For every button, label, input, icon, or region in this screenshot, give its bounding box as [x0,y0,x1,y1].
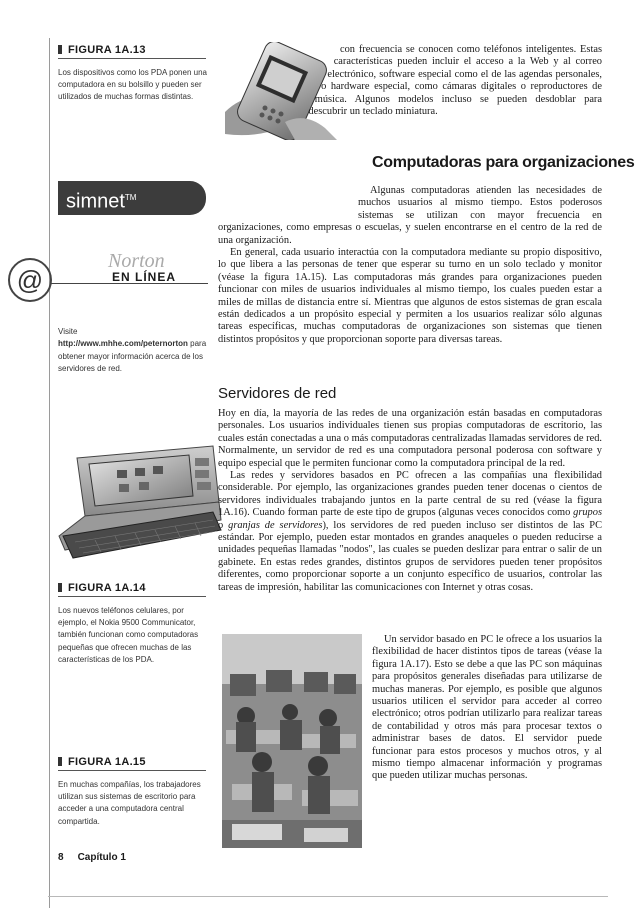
figure-13-caption: Los dispositivos como los PDA ponen una computadora en su bolsillo y pueden ser utilizados de muchas formas distintas. [58,68,207,102]
figure-14-caption: Los nuevos teléfonos celulares, por ejemplo, el Nokia 9500 Communicator, también funcionan como computadoras pequeñas que ofrecen muchas de las características de los PDA. [58,606,199,664]
norton-logo: Norton [108,250,165,272]
figure-13-label: FIGURA 1A.13 [58,44,206,59]
bullet-icon [58,45,62,54]
figure-14-block [58,582,208,666]
office-wrap-spacer [218,634,368,848]
bullet-icon [58,583,62,592]
servers-paragraph-3: Un servidor basado en PC le ofrece a los usuarios la flexibilidad de hacer distintos tipos de tareas (véase la figura 1A.17). Esto se debe a que las PC son máquinas para propósitos generales diseñadas para utilizarse de muchas maneras. Por ejemplo, es posible que algunos usuarios utilicen el servidor para acceder al correo electrónico; otros podrían utilizarlo para realizar tareas de contabilidad y otros más para procesar textos o administrar bases de datos. El servidor puede funcionar para estos procesos y muchos otros, y al mismo tiempo almacenar información y programas que pueden utilizar muchas personas. [372,634,602,782]
figure-15-block [58,756,208,828]
bottom-rule [48,896,608,897]
organizations-section [218,185,602,346]
at-sign-icon: @ [8,258,52,302]
figure-14-label: FIGURA 1A.14 [58,582,206,597]
online-text: Visite http://www.mhhe.com/peternorton para obtener mayor información acerca de los servidores de red. [58,327,207,374]
intro-section [218,44,602,140]
servers-section-2 [218,634,602,848]
intro-paragraph: con frecuencia se conocen como teléfonos inteligentes. Estas características pueden incluir el acceso a la Web y al correo electrónico, software especial como el de las agendas personales, o hardware especial, como cámaras digitales o reproductores de música. Algunos modelos incluso se pueden desdoblar para descubrir un teclado miniatura. [308,44,602,118]
page-footer [58,852,126,863]
org-paragraph-1: Algunas computadoras atienden las necesidades de muchos usuarios al mismo tiempo. Estos poderosos sistemas se utilizan con mayor frecuencia en organizaciones, como empresas o escuelas, y suelen encontrarse en el centro de la red de una organización. [218,185,602,246]
org-wrap-spacer [218,185,358,210]
simnet-banner: simnet™ [58,181,206,215]
bullet-icon [58,757,62,766]
figure-15-caption: En muchas compañías, los trabajadores utilizan sus sistemas de escritorio para acceder a una computadora central compartida. [58,780,201,826]
org-paragraph-2: En general, cada usuario interactúa con la computadora mediante su propio dispositivo, lo que libera a las personas de tener que esperar su turno en un solo teclado y monitor (véase la figura 1A.15). Las computadoras más grandes para organizaciones pueden funcionar con miles de usuarios individuales al mismo tiempo, los cuales pueden estar a miles de millas de distancia entre sí. Mientras que algunos de estos sistemas de gran escala están dedicados a un propósito especial y permiten a los usuarios realizar sólo algunas tareas específicas, muchas computadoras de organizaciones son sistemas que tienen distintos propósitos y que proporcionan soporte para diversas tareas. [218,247,602,345]
figure-13-block [58,44,208,104]
online-label: EN LÍNEA [112,270,177,284]
servers-paragraph-2: Las redes y servidores basados en PC ofrecen a las compañías una flexibilidad considerable. Por ejemplo, las organizaciones grandes pueden tener docenas o cientos de servidores individuales trabajando juntos en la parte central de su red (véase la figura 1A.16). Cuando forman parte de este tipo de grupos (algunas veces conocidos como grupos o granjas de servidores), los servidores de red pueden incluso ser distintos de las PC estándar. Por ejemplo, pueden estar montados en grandes anaqueles o pueden reducirse a unidades pequeñas llamadas "nodos", las cuales se pueden deslizar para entrar o salir de un gabinete. En estas redes grandes, distintos grupos de servidores pueden tener propósitos diferentes, como proporcionar soporte a un conjunto específico de usuarios, controlar las tareas de impresión, habilitar las comunicaciones con Internet y otras cosas. [218,470,603,593]
chapter-label: Capítulo 1 [77,852,126,863]
left-margin-rule [49,38,50,908]
online-box [8,250,208,315]
heading-organizations: Computadoras para organizaciones [372,154,635,171]
nokia-communicator-image [55,440,225,565]
heading-network-servers: Servidores de red [218,385,337,402]
online-url-link[interactable]: http://www.mhhe.com/peternorton [58,339,188,349]
servers-paragraph-1: Hoy en día, la mayoría de las redes de una organización están basadas en computadoras personales. Los usuarios individuales tienen sus propias computadoras de escritorio, las cuales están conectadas a una o más computadoras centralizadas llamadas servidores de red. Normalmente, un servidor de red es una computadora personal poderosa con software y equipo especial que le permiten funcionar como la computadora principal de la red. [218,408,602,469]
page-number: 8 [58,852,64,863]
figure-15-label: FIGURA 1A.15 [58,756,206,771]
servers-section [218,408,602,594]
